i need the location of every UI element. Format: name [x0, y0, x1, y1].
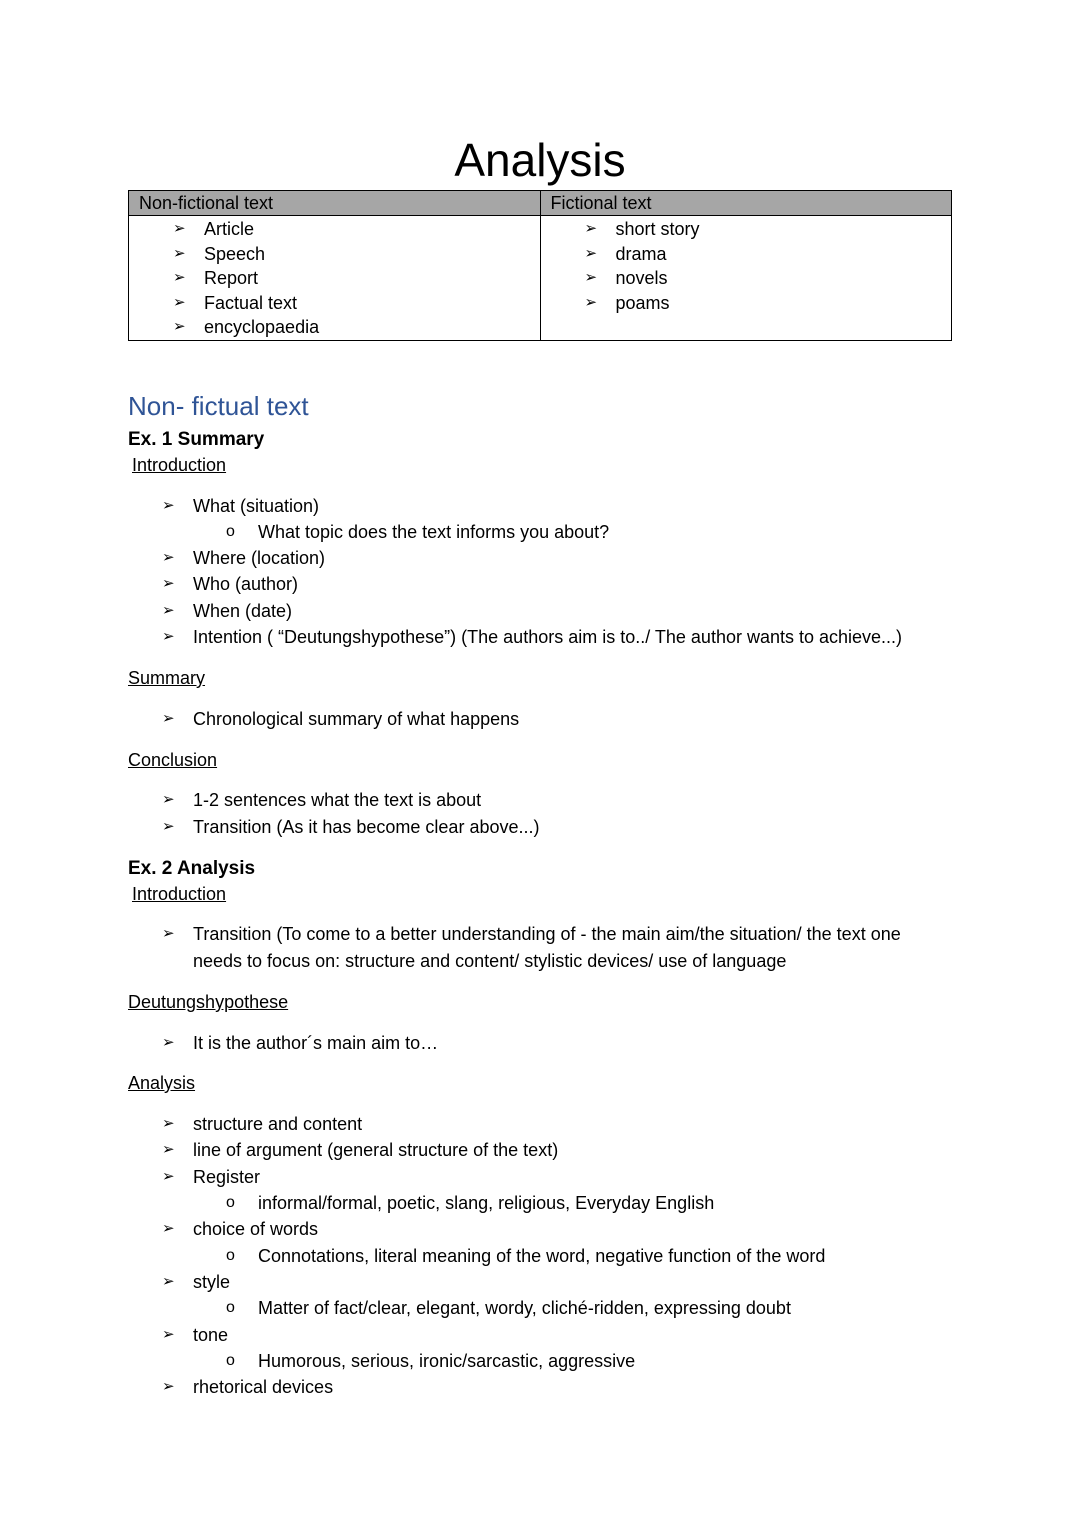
arrowhead-bullet-icon: ➢ [162, 575, 175, 592]
arrowhead-bullet-icon: ➢ [584, 269, 598, 286]
arrowhead-bullet-icon: ➢ [162, 602, 175, 619]
arrowhead-bullet-icon: ➢ [162, 1115, 175, 1132]
arrowhead-bullet-icon: ➢ [162, 818, 175, 835]
text-types-table [128, 190, 952, 341]
circle-bullet-icon: o [226, 1247, 235, 1264]
circle-bullet-icon: o [226, 1352, 235, 1369]
arrowhead-bullet-icon: ➢ [162, 628, 175, 645]
section-heading: Non- fictual text [128, 391, 309, 421]
arrowhead-bullet-icon: ➢ [584, 220, 598, 237]
list-item: ➢ Factual text [129, 291, 540, 316]
ex2-heading: Ex. 2 Analysis [128, 858, 256, 879]
arrowhead-bullet-icon: ➢ [162, 925, 175, 942]
arrowhead-bullet-icon: ➢ [162, 710, 175, 727]
list-item: ➢ Report [129, 266, 540, 291]
ex2-introduction-label: Introduction [132, 884, 227, 904]
ex2-deutung-label: Deutungshypothese [128, 992, 289, 1012]
ex1-summary-label: Summary [128, 668, 206, 688]
list-item: ➢ poams [541, 291, 952, 316]
document-title: Analysis [454, 134, 626, 186]
table-header-nonfictional: Non-fictional text [129, 191, 541, 216]
list-item: ➢ Article [129, 217, 540, 242]
arrowhead-bullet-icon: ➢ [162, 549, 175, 566]
list-item: ➢ drama [541, 242, 952, 267]
list-item: ➢ Speech [129, 242, 540, 267]
arrowhead-bullet-icon: ➢ [162, 791, 175, 808]
arrowhead-bullet-icon: ➢ [162, 1326, 175, 1343]
ex1-conclusion-label: Conclusion [128, 750, 218, 770]
arrowhead-bullet-icon: ➢ [162, 1034, 175, 1051]
arrowhead-bullet-icon: ➢ [173, 293, 186, 311]
circle-bullet-icon: o [226, 523, 235, 540]
ex2-analysis-label: Analysis [128, 1073, 196, 1093]
arrowhead-bullet-icon: ➢ [173, 220, 186, 237]
list-item: ➢ novels [541, 266, 952, 291]
ex1-heading: Ex. 1 Summary [128, 429, 265, 450]
arrowhead-bullet-icon: ➢ [584, 293, 598, 311]
table-header-fictional: Fictional text [540, 191, 952, 216]
circle-bullet-icon: o [226, 1299, 235, 1316]
arrowhead-bullet-icon: ➢ [162, 1378, 175, 1395]
arrowhead-bullet-icon: ➢ [584, 244, 598, 262]
fictional-cell [540, 216, 952, 341]
arrowhead-bullet-icon: ➢ [162, 1273, 175, 1290]
arrowhead-bullet-icon: ➢ [162, 1168, 175, 1185]
list-item: ➢ short story [541, 217, 952, 242]
ex1-introduction-label: Introduction [132, 455, 227, 475]
arrowhead-bullet-icon: ➢ [162, 1141, 175, 1158]
arrowhead-bullet-icon: ➢ [173, 269, 186, 286]
document-page: Analysis Non-fictional text Fictional text ➢ Article ➢ Speech ➢ Report ➢ Factual text ➢ encyclopaedia ➢ short story ➢ drama ➢ novels ➢ poams Non- fictual text Ex. 1 Summary Introduction ➢ What (situation) o What topic does the text informs you about? ➢ Where (location) ➢ Who (author) ➢ When (date) ➢ Intention ( “Deutungshypothese”) (The authors aim is to../ The author wants to achieve...) Summary ➢ Chronological summary of what happens Conclusion ➢ 1-2 sentences what the text is about ➢ Transition (As it has become clear above...) Ex. 2 Analysis Introduction ➢ Transition (To come to a better understanding of - the main aim/the situation/ the text one needs to focus on: structure and content/ stylistic devices/ use of language Deutungshypothese ➢ It is the author´s main aim to… Analysis ➢ structure and content ➢ line of argument (general structure of the text) ➢ Register o informal/formal, poetic, slang, religious, Everyday English ➢ choice of words o Connotations, literal meaning of the word, negative function of the word ➢ style o Matter of fact/clear, elegant, wordy, cliché-ridden, expressing doubt ➢ tone o Humorous, serious, ironic/sarcastic, aggressive ➢ rhetorical devices [0, 0, 1080, 1527]
circle-bullet-icon: o [226, 1194, 235, 1211]
arrowhead-bullet-icon: ➢ [173, 244, 186, 262]
list-item: ➢ encyclopaedia [129, 315, 540, 340]
arrowhead-bullet-icon: ➢ [162, 497, 175, 514]
nonfictional-cell [129, 216, 541, 341]
arrowhead-bullet-icon: ➢ [173, 318, 186, 335]
arrowhead-bullet-icon: ➢ [162, 1220, 175, 1237]
